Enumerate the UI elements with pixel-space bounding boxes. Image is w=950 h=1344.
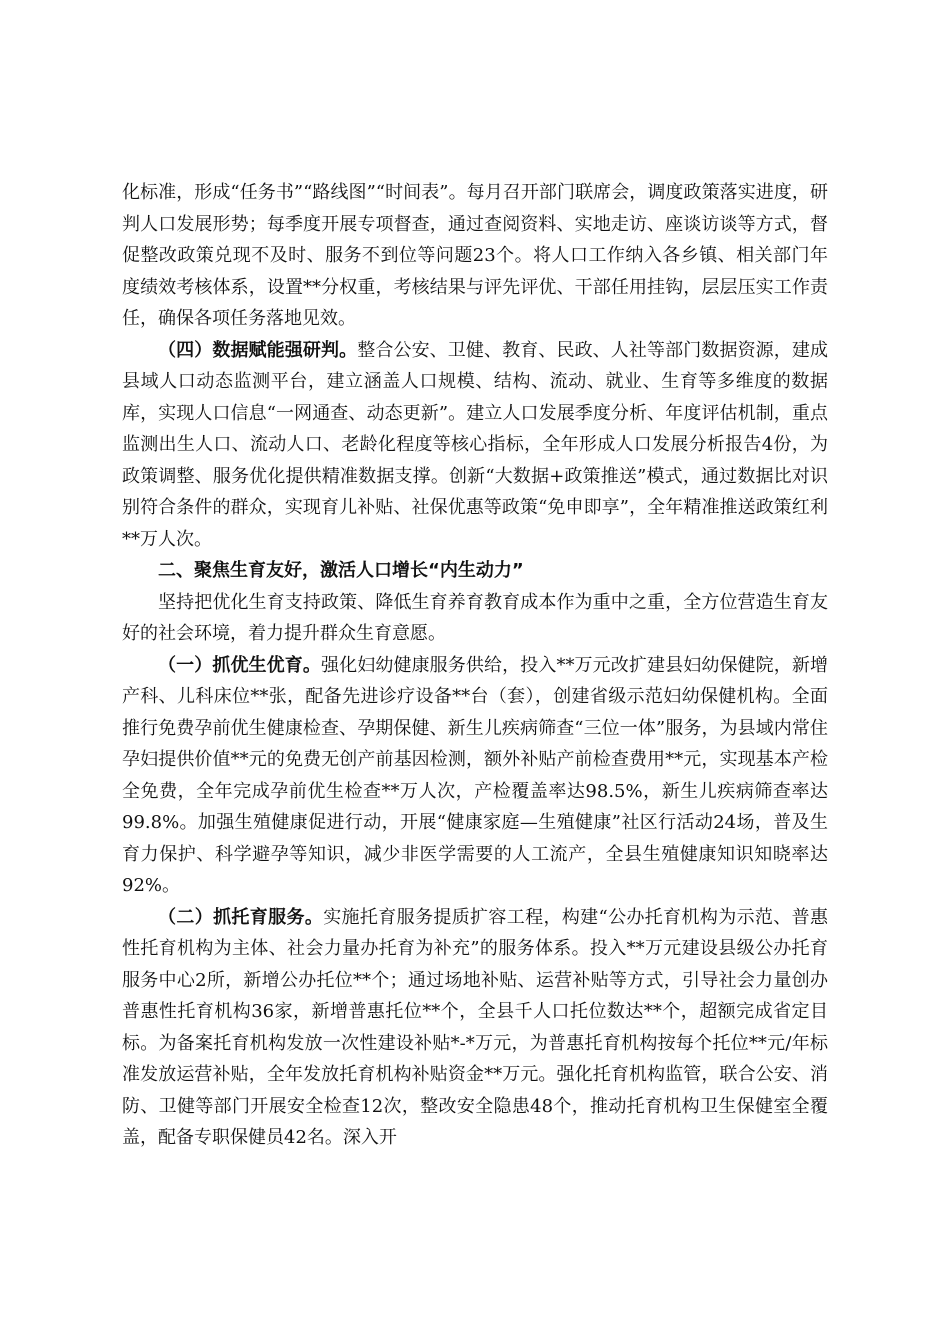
document-body <box>122 177 828 1154</box>
paragraph-childcare <box>122 902 828 1154</box>
subheading-eugenics: （一）抓优生优育。 <box>158 654 321 676</box>
subheading-data-empowerment: （四）数据赋能强研判。 <box>158 339 358 361</box>
paragraph-text: 整合公安、卫健、教育、民政、人社等部门数据资源，建成县域人口动态监测平台，建立涵盖人口规模、结构、流动、就业、生育等多维度的数据库，实现人口信息“一网通查、动态更新”。建立人口发展季度分析、年度评估机制，重点监测出生人口、流动人口、老龄化程度等核心指标，全年形成人口发展分析报告4份，为政策调整、服务优化提供精准数据支撑。创新“大数据+政策推送”模式，通过数据比对识别符合条件的群众，实现育儿补贴、社保优惠等政策“免申即享”，全年精准推送政策红利**万人次。 <box>122 339 829 550</box>
paragraph-text: 实施托育服务提质扩容工程，构建“公办托育机构为示范、普惠性托育机构为主体、社会力量办托育为补充”的服务体系。投入**万元建设县级公办托育服务中心2所，新增公办托位**个；通过场地补贴、运营补贴等方式，引导社会力量创办普惠性托育机构36家，新增普惠托位**个，全县千人口托位数达**个，超额完成省定目标。为备案托育机构发放一次性建设补贴*-*万元，为普惠托育机构按每个托位**元/年标准发放运营补贴，全年发放托育机构补贴资金**万元。强化托育机构监管，联合公安、消防、卫健等部门开展安全检查12次，整改安全隐患48个，推动托育机构卫生保健室全覆盖，配备专职保健员42名。深入开 <box>122 906 829 1148</box>
paragraph-data-empowerment <box>122 335 828 556</box>
paragraph-text: 强化妇幼健康服务供给，投入**万元改扩建县妇幼保健院，新增产科、儿科床位**张，配备先进诊疗设备**台（套），创建省级示范妇幼保健机构。全面推行免费孕前优生健康检查、孕期保健、新生儿疾病筛查“三位一体”服务，为县域内常住孕妇提供价值**元的免费无创产前基因检测，额外补贴产前检查费用**元，实现基本产检全免费，全年完成孕前优生检查**万人次，产检覆盖率达98.5%，新生儿疾病筛查率达99.8%。加强生殖健康促进行动，开展“健康家庭—生殖健康”社区行活动24场，普及生育力保护、科学避孕等知识，减少非医学需要的人工流产，全县生殖健康知识知晓率达92%。 <box>122 654 828 896</box>
paragraph-eugenics <box>122 650 828 902</box>
subheading-childcare: （二）抓托育服务。 <box>158 906 324 928</box>
paragraph-section-intro: 坚持把优化生育支持政策、降低生育养育教育成本作为重中之重，全方位营造生育友好的社会环境，着力提升群众生育意愿。 <box>122 591 828 644</box>
section-heading-fertility-friendly: 二、聚焦生育友好，激活人口增长“内生动力” <box>158 560 524 581</box>
paragraph-continuation: 化标准，形成“任务书”“路线图”“时间表”。每月召开部门联席会，调度政策落实进度，研判人口发展形势；每季度开展专项督查，通过查阅资料、实地走访、座谈访谈等方式，督促整改政策兑现不及时、服务不到位等问题23个。将人口工作纳入各乡镇、相关部门年度绩效考核体系，设置**分权重，考核结果与评先评优、干部任用挂钩，层层压实工作责任，确保各项任务落地见效。 <box>122 182 828 329</box>
